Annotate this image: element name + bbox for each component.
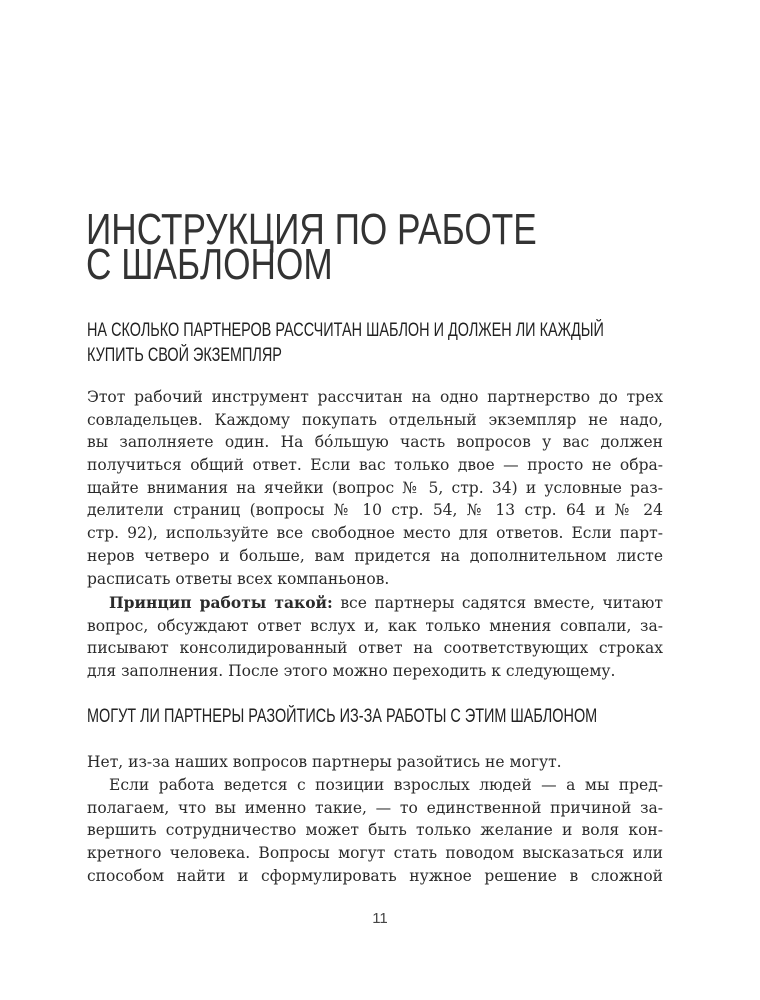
paragraph-line: получиться общий ответ. Если вас только двое — просто не обра-	[87, 456, 663, 474]
paragraph-line: неров четверо и больше, вам придется на дополнительном листе	[87, 547, 663, 565]
paragraph-line: полагаем, что вы именно такие, — то единственной причиной за-	[87, 799, 663, 817]
paragraph-line: щайте внимания на ячейки (вопрос № 5, стр. 34) и условные раз-	[87, 479, 663, 497]
section2-heading: МОГУТ ЛИ ПАРТНЕРЫ РАЗОЙТИСЬ ИЗ-ЗА РАБОТЫ С ЭТИМ ШАБЛОНОМ	[87, 706, 598, 727]
paragraph-line: расписать ответы всех компаньонов.	[87, 570, 390, 588]
paragraph-line: Этот рабочий инструмент рассчитан на одно партнерство до трех	[87, 388, 663, 406]
paragraph-line: совладельцев. Каждому покупать отдельный экземпляр не надо,	[87, 411, 663, 429]
section1-heading-line-2: КУПИТЬ СВОЙ ЭКЗЕМПЛЯР	[87, 345, 282, 366]
paragraph-line: вы заполняете один. На бóльшую часть вопросов у вас должен	[87, 433, 663, 451]
paragraph-line	[87, 592, 663, 614]
paragraph-line: делители страниц (вопросы № 10 стр. 54, № 13 стр. 64 и № 24	[87, 501, 663, 519]
paragraph-line: стр. 92), используйте все свободное место для ответов. Если парт-	[87, 524, 663, 542]
paragraph-line: способом найти и сформулировать нужное решение в сложной	[87, 867, 663, 885]
paragraph-line: Нет, из-за наших вопросов партнеры разойтись не могут.	[87, 753, 562, 771]
page-number: 11	[372, 910, 388, 927]
paragraph-line: писывают консолидированный ответ на соответствующих строках	[87, 639, 663, 657]
paragraph-line: вершить сотрудничество может быть только желание и воля кон-	[87, 821, 663, 839]
section1-heading-line-1: НА СКОЛЬКО ПАРТНЕРОВ РАССЧИТАН ШАБЛОН И ДОЛЖЕН ЛИ КАЖДЫЙ	[87, 320, 604, 341]
page-title-line-2: С ШАБЛОНОМ	[86, 240, 333, 289]
paragraph-line: кретного человека. Вопросы могут стать поводом высказаться или	[87, 844, 663, 862]
paragraph-line: для заполнения. После этого можно переходить к следующему.	[87, 662, 616, 680]
page-title-line-1: ИНСТРУКЦИЯ ПО РАБОТЕ	[86, 205, 537, 254]
paragraph-text: все партнеры садятся вместе, читают	[332, 594, 664, 612]
paragraph-line: Если работа ведется с позиции взрослых людей — а мы пред-	[109, 776, 663, 794]
bold-lead: Принцип работы такой:	[109, 593, 333, 612]
paragraph-line: вопрос, обсуждают ответ вслух и, как только мнения совпали, за-	[87, 617, 663, 635]
